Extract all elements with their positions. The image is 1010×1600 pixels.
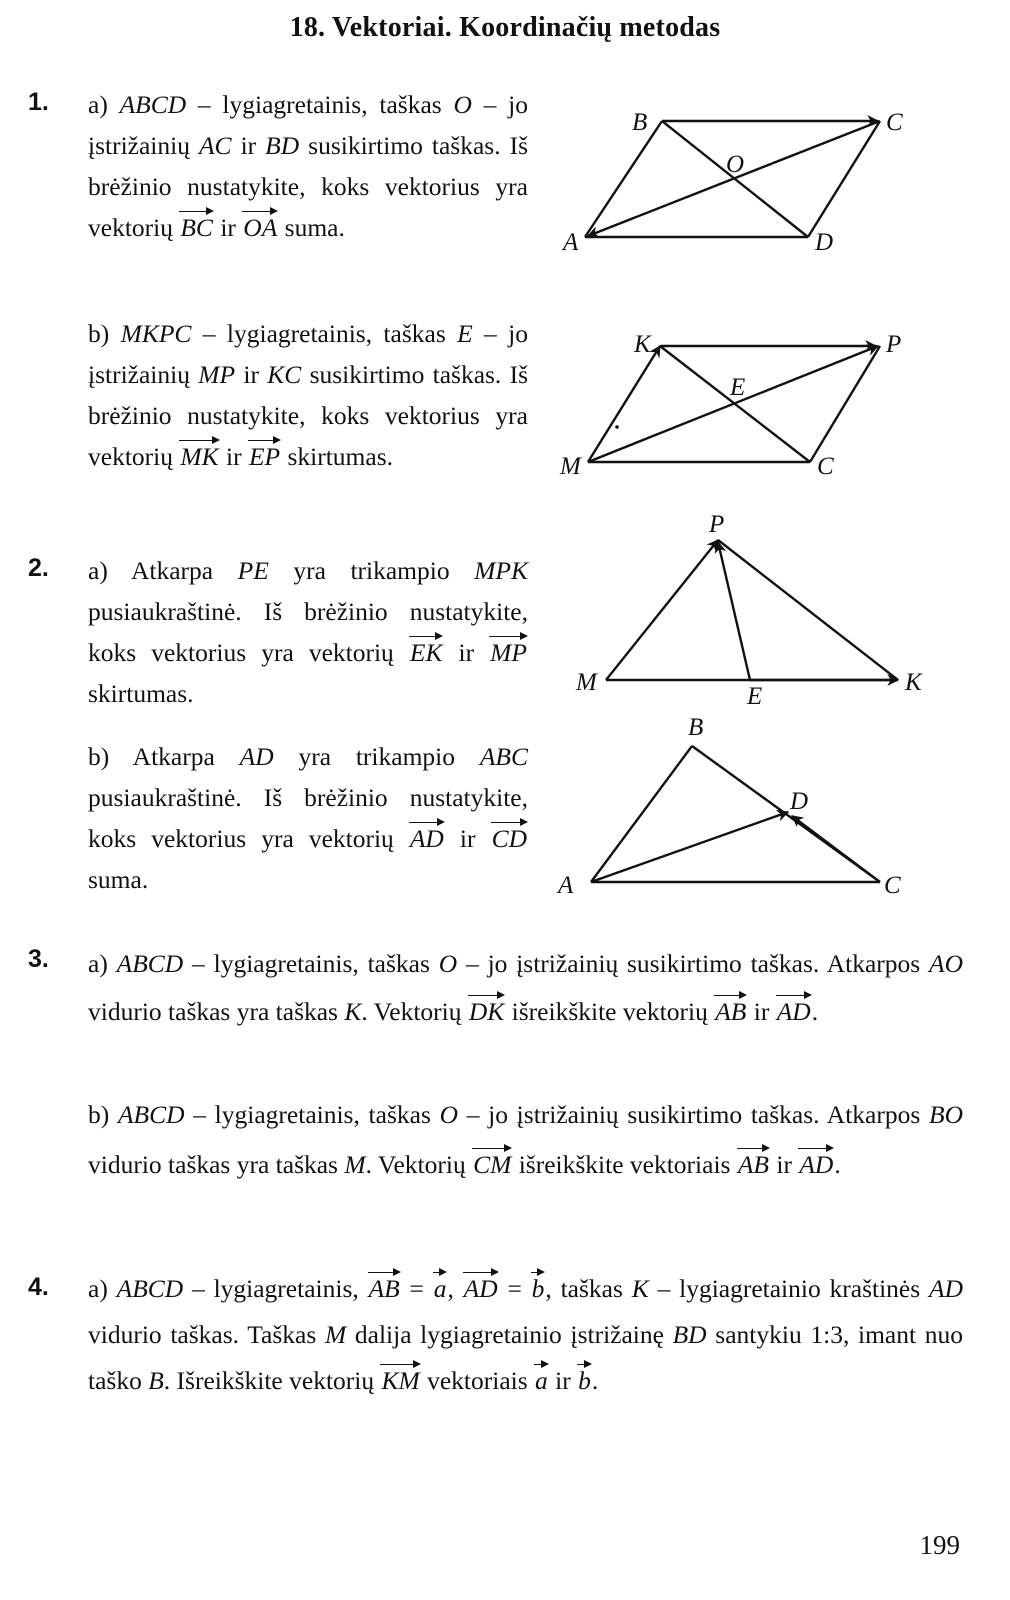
label-A: A bbox=[558, 872, 574, 899]
figure-4-triangle-abc bbox=[591, 746, 880, 882]
problem-1b-text: b) MKPC – lygiagretainis, taškas E – jo įstrižainių MP ir KC susikirtimo taškas. Iš brėžinio nustatykite, koks vektorius yra vektorių MK ir EP skirtumas. bbox=[88, 319, 529, 471]
vector-mp: MP bbox=[490, 638, 527, 667]
vector-a: a bbox=[433, 1274, 447, 1303]
vector-b: b bbox=[531, 1274, 545, 1303]
edge-ab bbox=[585, 121, 662, 237]
label-K: K bbox=[905, 669, 922, 696]
label-D: D bbox=[815, 229, 834, 256]
edge-dc bbox=[808, 121, 880, 237]
vector-ep-arrow bbox=[718, 542, 750, 680]
problem-number-2: 2. bbox=[28, 554, 49, 582]
vector-bc: BC bbox=[180, 213, 213, 242]
label-P: P bbox=[886, 331, 902, 358]
vector-ep: EP bbox=[248, 442, 281, 471]
figure-3-triangle-mpk bbox=[606, 540, 898, 680]
problem-2b-text: b) Atkarpa AD yra trikampio ABC pusiaukraštinė. Iš brėžinio nustatykite, koks vektorius yra vektorių AD ir CD suma. bbox=[88, 742, 528, 894]
vector-cd: CD bbox=[491, 824, 527, 853]
label-C: C bbox=[884, 872, 901, 899]
problem-number-3: 3. bbox=[28, 945, 49, 973]
vector-cm: CM bbox=[473, 1150, 512, 1179]
label-M: M bbox=[576, 669, 597, 696]
vector-mk: MK bbox=[180, 442, 219, 471]
label-E: E bbox=[730, 374, 746, 401]
label-P: P bbox=[709, 511, 725, 538]
label-A: A bbox=[563, 229, 579, 256]
vector-cd-arrow bbox=[792, 816, 880, 882]
problem-4a-text: a) ABCD – lygiagretainis, AB = a, AD = b, taškas K – lygiagretainio kraštinės AD vidurio taškas. Taškas M dalija lygiagretainio įstrižainę BD santykiu 1:3, imant nuo taško B. Išreikškite vektorių KM vektoriais a ir b. bbox=[88, 1274, 963, 1395]
vector-ad: AD bbox=[776, 997, 811, 1026]
label-O: O bbox=[726, 151, 745, 178]
problem-2a-text: a) Atkarpa PE yra trikampio MPK pusiaukraštinė. Iš brėžinio nustatykite, koks vektorius yra vektorių EK ir MP skirtumas. bbox=[88, 556, 528, 708]
edge-cp bbox=[810, 346, 880, 462]
vector-a: a bbox=[535, 1366, 548, 1395]
vector-mp-arrow bbox=[606, 540, 718, 680]
figure-2-parallelogram-mkpc bbox=[588, 346, 880, 462]
problem-3a-text: a) ABCD – lygiagretainis, taškas O – jo įstrižainių susikirtimo taškas. Atkarpos AO vidurio taškas yra taškas K. Vektorių DK išreikškite vektorių AB ir AD. bbox=[88, 949, 964, 1026]
figure-1-parallelogram-abcd bbox=[585, 121, 880, 237]
label-C: C bbox=[886, 109, 903, 136]
label-K: K bbox=[634, 331, 651, 358]
label-C: C bbox=[817, 453, 834, 480]
vector-ca-arrow bbox=[588, 121, 880, 236]
problem-3b-text: b) ABCD – lygiagretainis, taškas O – jo įstrižainių susikirtimo taškas. Atkarpos BO vidurio taškas yra taškas M. Vektorių CM išreikškite vektoriais AB ir AD. bbox=[88, 1100, 963, 1179]
vector-oa: OA bbox=[243, 213, 278, 242]
vector-ad: AD bbox=[799, 1150, 834, 1179]
vector-ad: AD bbox=[409, 824, 444, 853]
vector-mk-arrow bbox=[588, 346, 660, 462]
vector-dk: DK bbox=[468, 997, 505, 1026]
problem-number-4: 4. bbox=[28, 1273, 49, 1301]
problem-number-1: 1. bbox=[28, 88, 49, 116]
vector-ab: AB bbox=[715, 997, 747, 1026]
point-dot bbox=[615, 425, 619, 429]
label-B: B bbox=[632, 109, 648, 136]
problem-1a-text: a) ABCD – lygiagretainis, taškas O – jo įstrižainių AC ir BD susikirtimo taškas. Iš brėžinio nustatykite, koks vektorius yra vektorių BC ir OA suma. bbox=[88, 90, 529, 242]
vector-mp-arrow bbox=[588, 346, 878, 462]
vector-ad-arrow bbox=[591, 812, 788, 882]
diagonal-kc bbox=[660, 346, 810, 462]
label-M: M bbox=[560, 453, 581, 480]
vector-ad: AD bbox=[463, 1274, 498, 1303]
vector-ab: AB bbox=[368, 1274, 400, 1303]
vector-km: KM bbox=[381, 1366, 420, 1395]
edge-ab bbox=[591, 746, 692, 882]
vector-ek: EK bbox=[409, 638, 443, 667]
vector-ab: AB bbox=[737, 1150, 769, 1179]
label-D: D bbox=[790, 788, 809, 815]
page-number: 199 bbox=[919, 1530, 960, 1560]
vector-b: b bbox=[578, 1366, 591, 1395]
page-title: 18. Vektoriai. Koordinačių metodas bbox=[289, 12, 721, 43]
label-B: B bbox=[688, 714, 704, 741]
label-E: E bbox=[747, 683, 763, 710]
